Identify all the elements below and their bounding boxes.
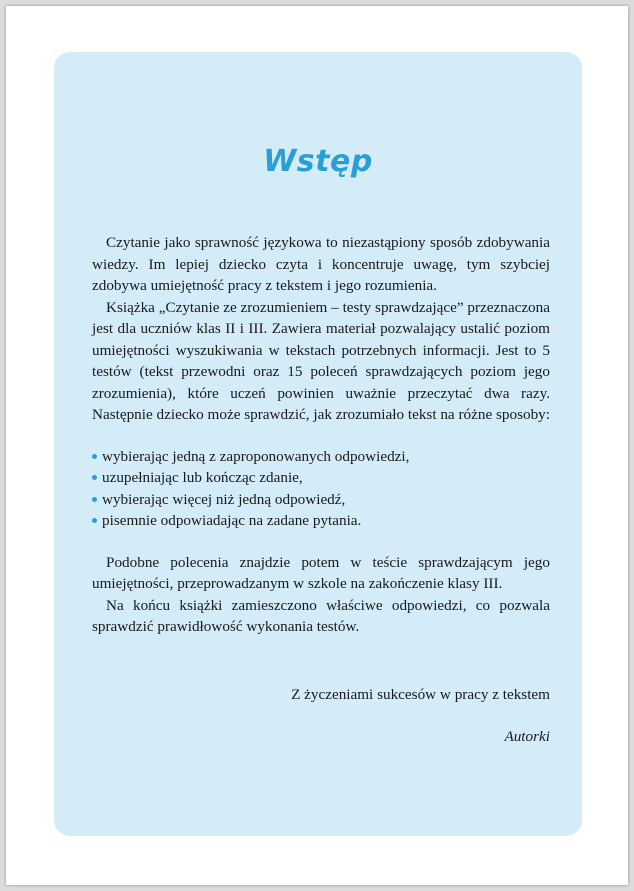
list-item: pisemnie odpowiadając na zadane pytania. [92,510,550,532]
list-item: uzupełniając lub kończąc zdanie, [92,467,550,489]
paragraph-similar-tasks: Podobne polecenia znajdzie potem w teście sprawdzającym jego umiejętności, przeprowadzanym w szkole na zakończenie klasy III. [92,553,550,592]
list-item: wybierając więcej niż jedną odpowiedź, [92,489,550,511]
answer-methods-list [92,446,550,532]
page-title: Wstęp [263,144,373,179]
bullet-dot-icon [92,497,97,502]
content-panel [54,52,582,836]
paragraph-book-description: Książka „Czytanie ze zrozumieniem – testy sprawdzające” przeznaczona jest dla uczniów klas II i III. Zawiera materiał pozwalający ustalić poziom umiejętności wyszukiwania w tekstach potrzebnych informacji. Jest to 5 testów (tekst przewodni oraz 15 poleceń sprawdzających poziom jego zrozumienia), które uczeń powinien uważnie przeczytać dwa razy. Następnie dziecko może sprawdzić, jak zrozumiało tekst na różne sposoby: [92,298,550,423]
list-item: wybierając jedną z zaproponowanych odpowiedzi, [92,446,550,468]
page [6,6,628,885]
paragraph-intro: Czytanie jako sprawność językowa to niezastąpiony sposób zdobywania wiedzy. Im lepiej dziecko czyta i koncentruje uwagę, tym szybciej zdobywa umiejętność pracy z tekstem i jego rozumienia. [92,234,550,294]
body-text [92,232,550,638]
bullet-dot-icon [92,475,97,480]
bullet-dot-icon [92,454,97,459]
bullet-dot-icon [92,518,97,523]
signoff-text: Z życzeniami sukcesów w pracy z tekstem [291,686,550,703]
authors-signature: Autorki [504,728,550,745]
paragraph-answers: Na końcu książki zamieszczono właściwe odpowiedzi, co pozwala sprawdzić prawidłowość wykonania testów. [92,596,550,635]
